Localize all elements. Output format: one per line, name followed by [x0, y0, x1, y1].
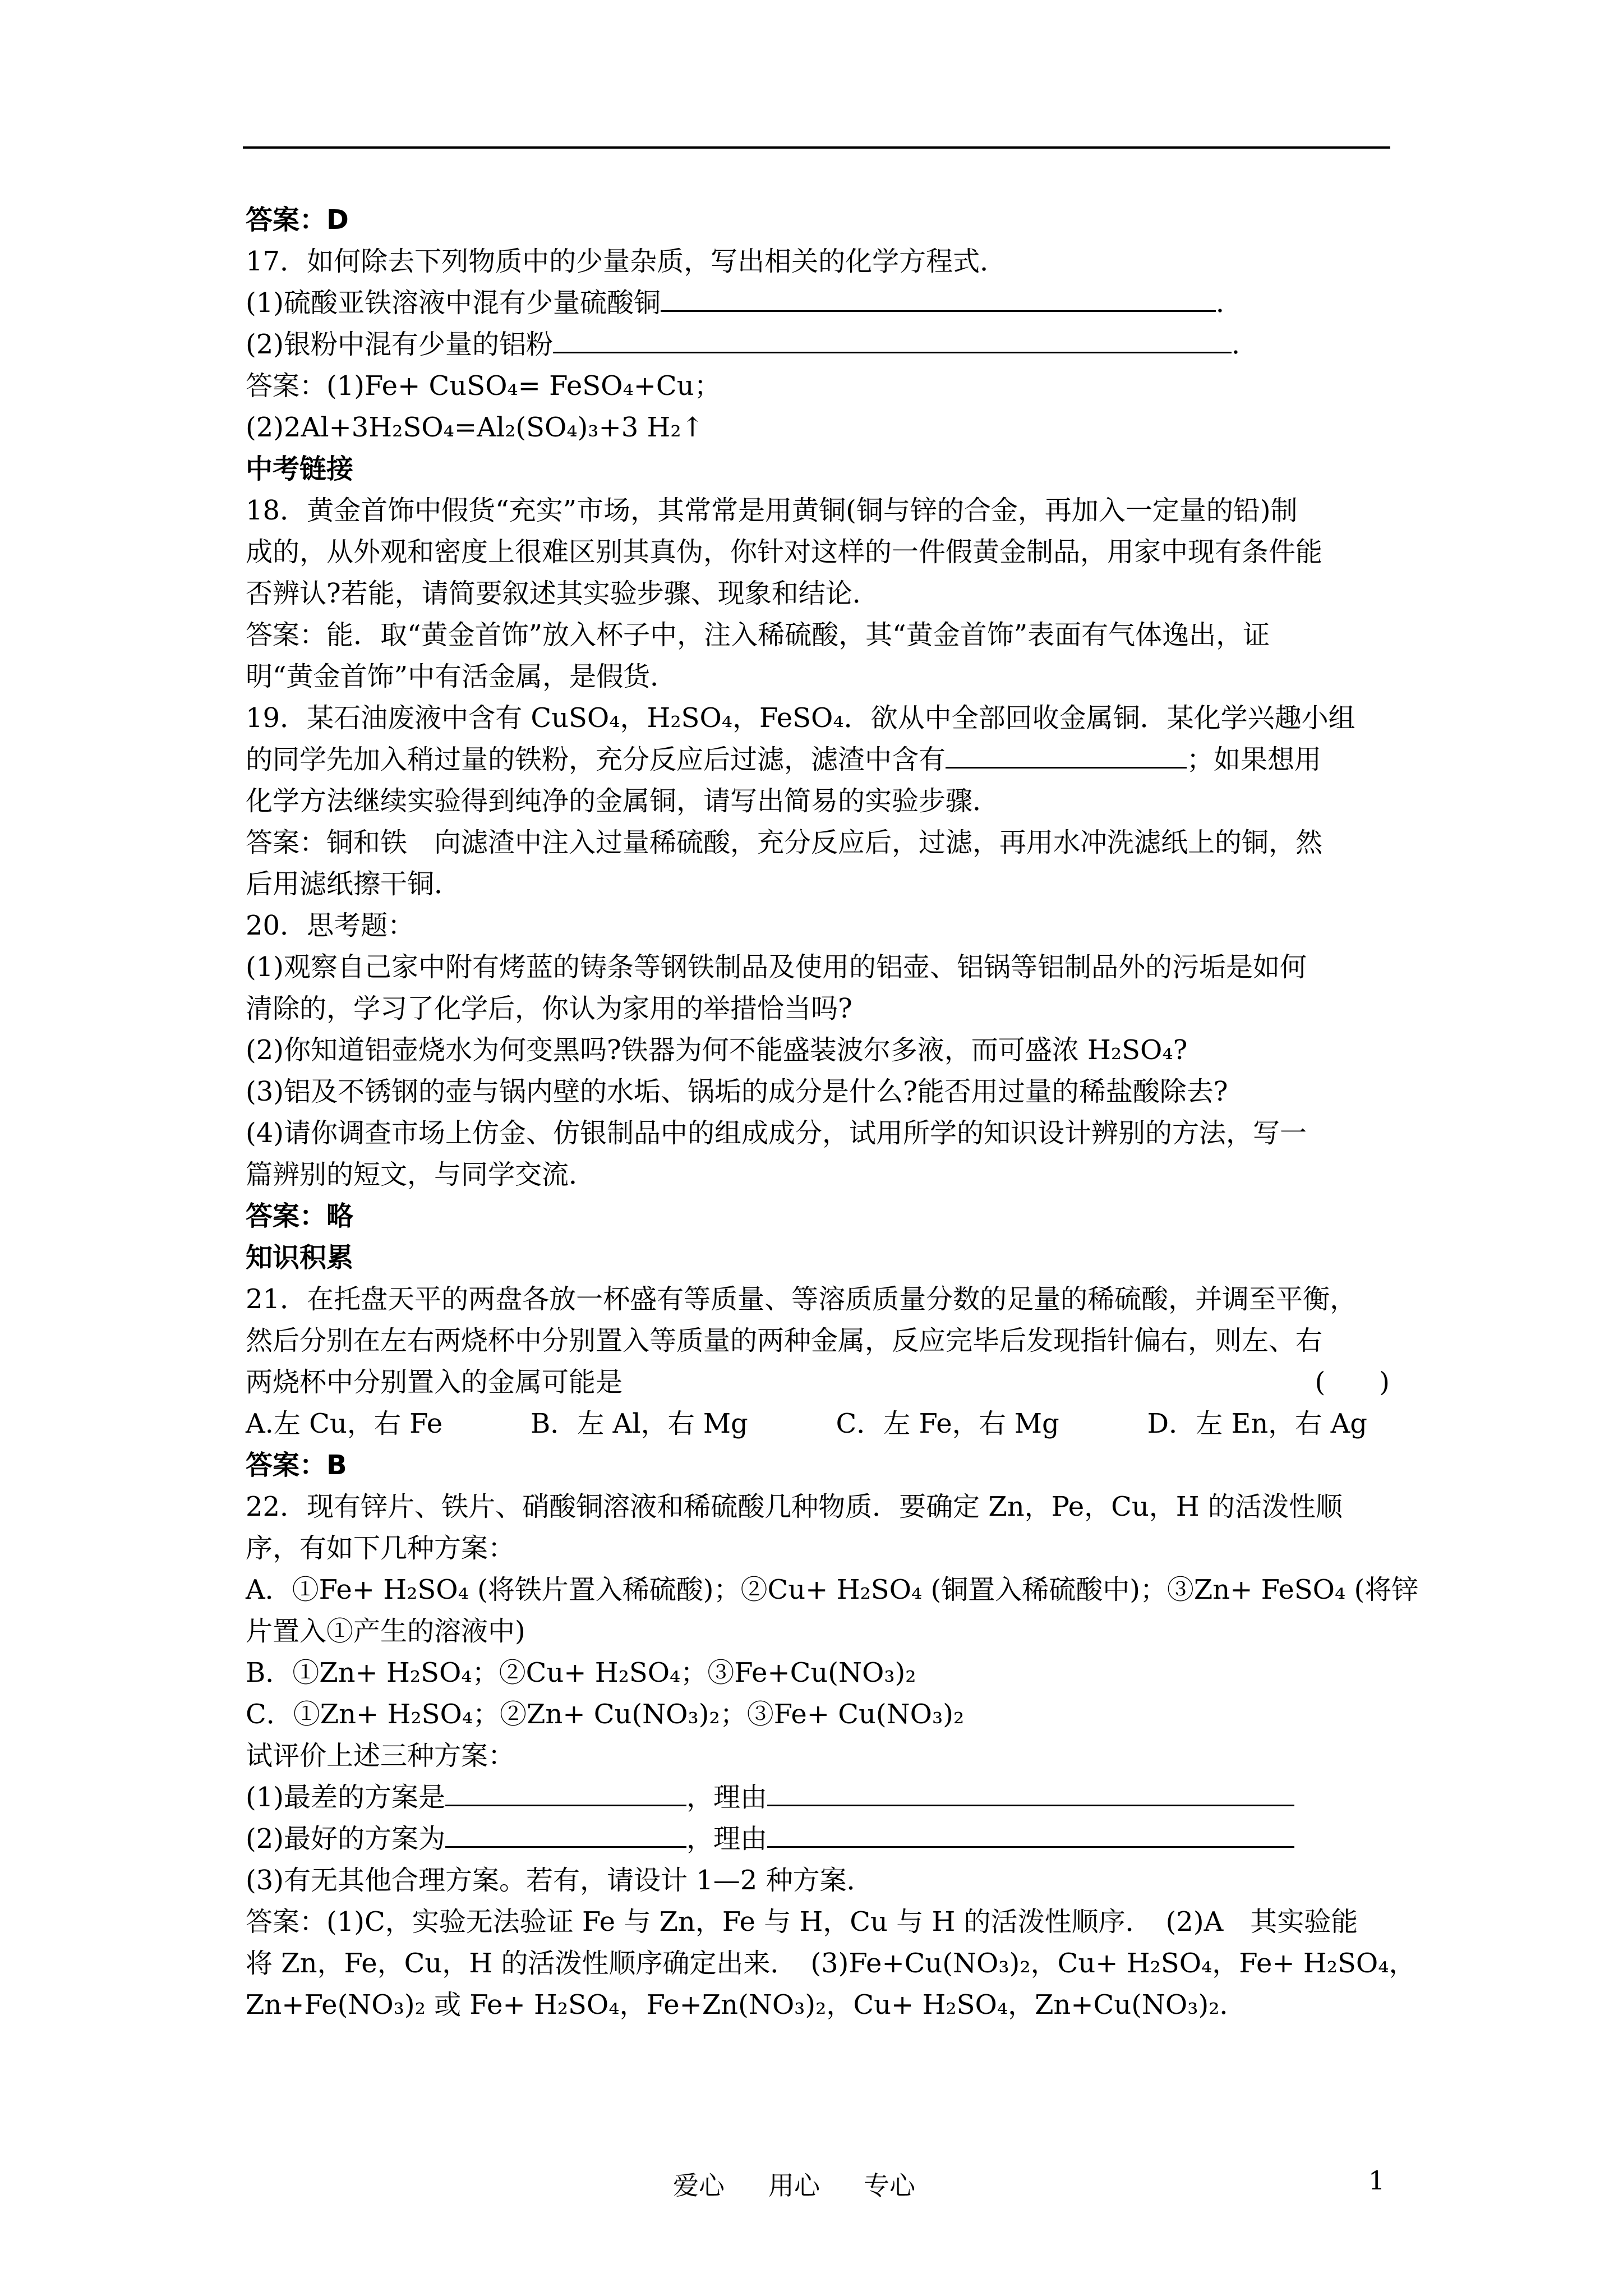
evaluate-other: (3)有无其他合理方案。若有，请设计 1—2 种方案． — [246, 1865, 874, 1896]
evaluate-best — [246, 1818, 1408, 1860]
answer-16: 答案：D — [246, 204, 349, 236]
question-17-part1 — [246, 282, 1408, 324]
answer-19-line2: 后用滤纸擦干铜． — [246, 868, 462, 900]
question-20-part3: (3)铝及不锈钢的壶与锅内壁的水垢、锅垢的成分是什么?能否用过量的稀盐酸除去? — [246, 1076, 1228, 1107]
reason-blank — [767, 1821, 1294, 1848]
question-17-part1-text: (1)硫酸亚铁溶液中混有少量硫酸铜 — [246, 287, 661, 319]
footer-slogan-2: 用心 — [768, 2170, 820, 2201]
question-21-line2: 然后分别在左右两烧杯中分别置入等质量的两种金属，反应完毕后发现指针偏右，则左、右 — [246, 1325, 1323, 1356]
answer-17-part1: 答案：(1)Fe+ CuSO₄= FeSO₄+Cu； — [246, 370, 721, 402]
question-20-part4-line1: (4)请你调查市场上仿金、仿银制品中的组成成分，试用所学的知识设计辨别的方法，写一 — [246, 1117, 1307, 1149]
answer-blank — [445, 1780, 686, 1806]
scheme-a-line2: 片置入①产生的溶液中) — [246, 1616, 525, 1647]
question-18-line3: 否辨认?若能，请简要叙述其实验步骤、现象和结论． — [246, 578, 879, 609]
question-20: 20．思考题： — [246, 910, 415, 941]
reason-label: ，理由 — [686, 1782, 768, 1813]
question-19-line2 — [246, 739, 1408, 780]
option-d: D．左 En，右 Ag — [1147, 1408, 1367, 1439]
evaluate-worst — [246, 1777, 1408, 1818]
option-c: C．左 Fe，右 Mg — [836, 1408, 1059, 1439]
question-18-line1: 18．黄金首饰中假货“充实”市场，其常常是用黄铜(铜与锌的合金，再加入一定量的铅)制 — [246, 495, 1298, 526]
question-21-line3-text: 两烧杯中分别置入的金属可能是 — [246, 1366, 623, 1398]
question-20-part1-line1: (1)观察自己家中附有烤蓝的铸条等钢铁制品及使用的铝壶、铝锅等铝制品外的污垢是如何 — [246, 951, 1307, 983]
question-21-line1: 21．在托盘天平的两盘各放一杯盛有等质量、等溶质质量分数的足量的稀硫酸，并调至平衡， — [246, 1283, 1357, 1315]
answer-22-line3: Zn+Fe(NO₃)₂ 或 Fe+ H₂SO₄，Fe+Zn(NO₃)₂，Cu+ H₂SO₄，Zn+Cu(NO₃)₂． — [246, 1989, 1247, 2021]
evaluate-worst-text: (1)最差的方案是 — [246, 1782, 445, 1813]
question-19-line3: 化学方法继续实验得到纯净的金属铜，请写出简易的实验步骤． — [246, 785, 1000, 817]
answer-21: 答案：B — [246, 1450, 347, 1481]
question-19-line2-text: 的同学先加入稍过量的铁粉，充分反应后过滤，滤渣中含有 — [246, 744, 946, 775]
answer-parentheses: ( ) — [1315, 1366, 1390, 1398]
answer-19-line1: 答案：铜和铁 向滤渣中注入过量稀硫酸，充分反应后，过滤，再用水冲洗滤纸上的铜，然 — [246, 827, 1323, 858]
question-18-line2: 成的，从外观和密度上很难区别其真伪，你针对这样的一件假黄金制品，用家中现有条件能 — [246, 536, 1323, 568]
answer-22-line2: 将 Zn，Fe，Cu，H 的活泼性顺序确定出来． (3)Fe+Cu(NO₃)₂，Cu+ H₂SO₄，Fe+ H₂SO₄， — [246, 1948, 1416, 1979]
period: ． — [1232, 329, 1259, 360]
answer-20: 答案：略 — [246, 1200, 354, 1232]
question-21-line3 — [246, 1361, 1390, 1403]
answer-blank — [661, 286, 1216, 312]
scheme-c: C．①Zn+ H₂SO₄；②Zn+ Cu(NO₃)₂；③Fe+ Cu(NO₃)₂ — [246, 1699, 965, 1730]
footer-slogan-1: 爱心 — [673, 2170, 725, 2201]
section-heading-knowledge: 知识积累 — [246, 1242, 354, 1273]
question-21-options — [246, 1403, 1367, 1444]
answer-17-part2: (2)2Al+3H₂SO₄=Al₂(SO₄)₃+3 H₂↑ — [246, 412, 704, 443]
question-17-part2-text: (2)银粉中混有少量的铝粉 — [246, 329, 553, 360]
evaluate-best-text: (2)最好的方案为 — [246, 1823, 445, 1855]
header-rule — [243, 146, 1390, 149]
question-17-part2 — [246, 324, 1408, 365]
scheme-b: B．①Zn+ H₂SO₄；②Cu+ H₂SO₄；③Fe+Cu(NO₃)₂ — [246, 1657, 916, 1688]
reason-label: ，理由 — [686, 1823, 768, 1855]
footer-slogan-3: 专心 — [864, 2170, 915, 2201]
answer-18-line1: 答案：能．取“黄金首饰”放入杯子中，注入稀硫酸，其“黄金首饰”表面有气体逸出，证 — [246, 619, 1270, 651]
question-20-part1-line2: 清除的，学习了化学后，你认为家用的举措恰当吗? — [246, 993, 852, 1024]
document-body — [246, 199, 1419, 2026]
question-20-part2: (2)你知道铝壶烧水为何变黑吗?铁器为何不能盛装波尔多液，而可盛浓 H₂SO₄? — [246, 1034, 1188, 1066]
reason-blank — [767, 1780, 1294, 1806]
question-19-line1: 19．某石油废液中含有 CuSO₄，H₂SO₄，FeSO₄．欲从中全部回收金属铜．某化学兴趣小组 — [246, 702, 1355, 734]
page-number: 1 — [1368, 2165, 1385, 2196]
section-heading-exam-link: 中考链接 — [246, 453, 354, 485]
question-17: 17．如何除去下列物质中的少量杂质，写出相关的化学方程式． — [246, 246, 1007, 277]
answer-blank — [946, 742, 1187, 769]
question-19-line2-tail: ；如果想用 — [1187, 744, 1322, 775]
question-22-line2: 序，有如下几种方案： — [246, 1533, 515, 1564]
answer-18-line2: 明“黄金首饰”中有活金属，是假货． — [246, 661, 677, 692]
option-a: A.左 Cu，右 Fe — [246, 1408, 443, 1439]
answer-22-line1: 答案：(1)C，实验无法验证 Fe 与 Zn，Fe 与 H，Cu 与 H 的活泼性顺序． (2)A 其实验能 — [246, 1906, 1358, 1938]
period: ． — [1216, 287, 1243, 319]
answer-blank — [553, 327, 1232, 353]
question-22-line1: 22．现有锌片、铁片、硝酸铜溶液和稀硫酸几种物质．要确定 Zn，Pe，Cu，H 的活泼性顺 — [246, 1491, 1343, 1522]
footer-slogan — [673, 2165, 959, 2202]
option-b: B．左 Al，右 Mg — [531, 1408, 748, 1439]
evaluate-prompt: 试评价上述三种方案： — [246, 1740, 515, 1772]
answer-blank — [445, 1821, 686, 1848]
scheme-a-line1: A．①Fe+ H₂SO₄ (将铁片置入稀硫酸)；②Cu+ H₂SO₄ (铜置入稀硫酸中)；③Zn+ FeSO₄ (将锌 — [246, 1574, 1419, 1605]
question-20-part4-line2: 篇辨别的短文，与同学交流． — [246, 1159, 596, 1190]
